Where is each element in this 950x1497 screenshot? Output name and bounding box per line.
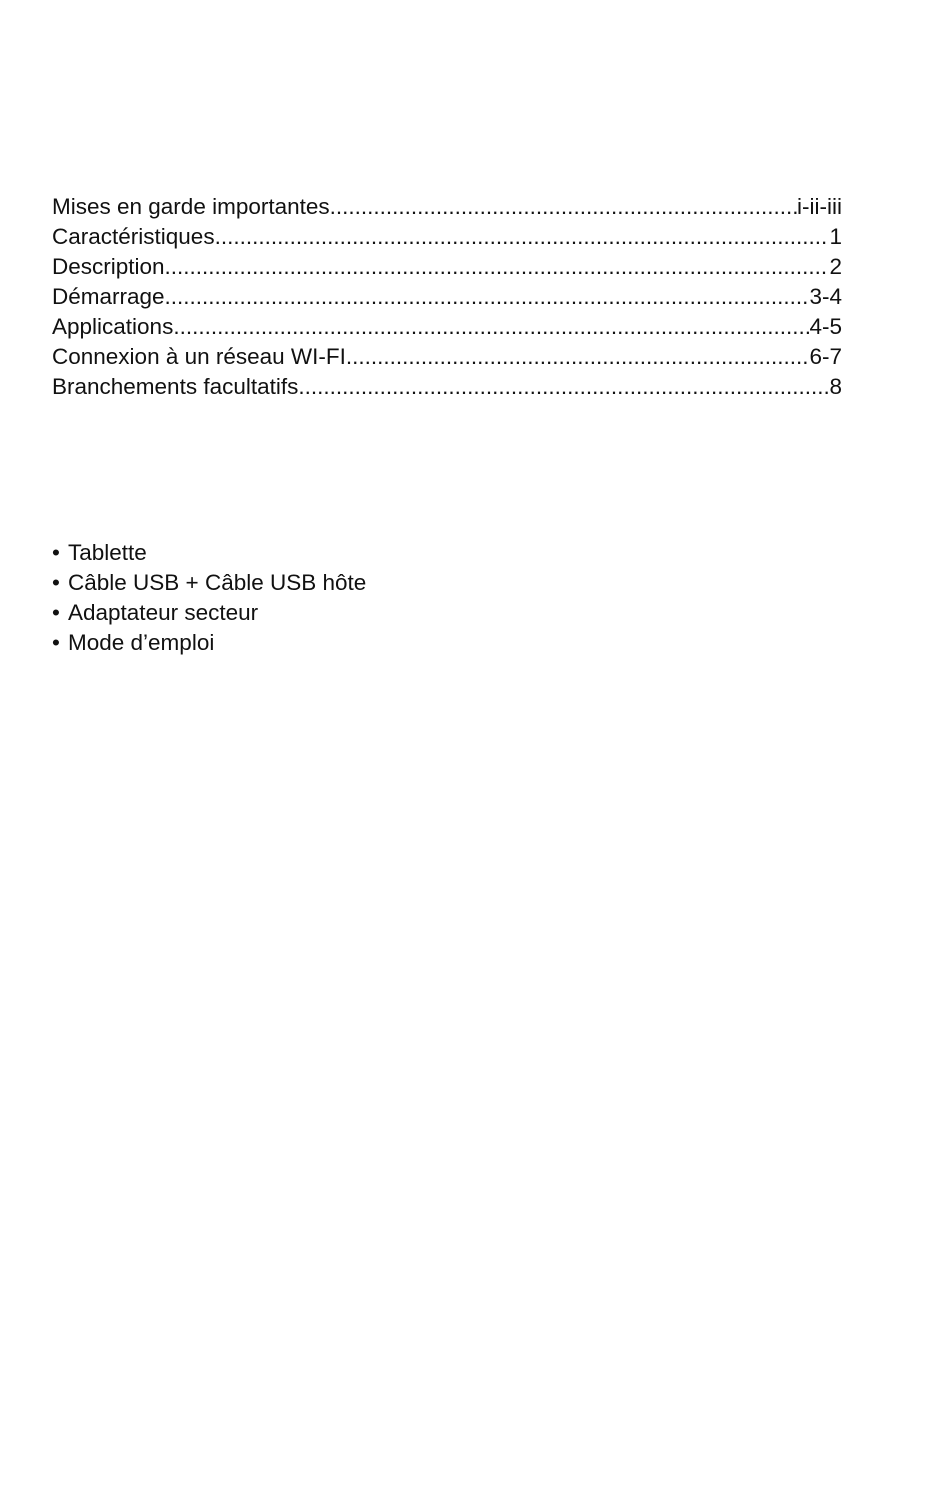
list-item-label: Adaptateur secteur xyxy=(68,600,259,625)
toc-entry-label: Description xyxy=(52,254,165,279)
toc-dot-leader xyxy=(330,192,797,222)
toc-entry-label: Démarrage xyxy=(52,284,165,309)
list-item xyxy=(52,538,366,568)
toc-entry-page: 6-7 xyxy=(809,344,842,369)
toc-dot-leader xyxy=(298,372,829,402)
toc-entry-label: Branchements facultatifs xyxy=(52,374,299,399)
toc-dot-leader xyxy=(173,312,809,342)
toc-entry-demarrage[interactable] xyxy=(52,282,842,312)
bullet-icon: • xyxy=(52,600,60,625)
toc-entry-page: 3-4 xyxy=(809,284,842,309)
list-item xyxy=(52,568,366,598)
toc-entry-label: Connexion à un réseau WI-FI xyxy=(52,344,346,369)
bullet-icon: • xyxy=(52,630,60,655)
toc-entry-mises-en-garde[interactable] xyxy=(52,192,842,222)
toc-dot-leader xyxy=(215,222,830,252)
toc-dot-leader xyxy=(346,342,810,372)
toc-dot-leader xyxy=(165,282,810,312)
package-contents-list xyxy=(52,538,366,658)
toc-entry-label: Mises en garde importantes xyxy=(52,194,330,219)
bullet-icon: • xyxy=(52,570,60,595)
toc-entry-description[interactable] xyxy=(52,252,842,282)
toc-entry-page: 8 xyxy=(829,374,842,399)
toc-entry-page: 4-5 xyxy=(809,314,842,339)
toc-entry-page: 2 xyxy=(829,254,842,279)
toc-entry-applications[interactable] xyxy=(52,312,842,342)
list-item-label: Mode d’emploi xyxy=(68,630,215,655)
toc-entry-wifi[interactable] xyxy=(52,342,842,372)
table-of-contents xyxy=(52,192,842,402)
toc-entry-page: i-ii-iii xyxy=(797,194,842,219)
toc-entry-branchements[interactable] xyxy=(52,372,842,402)
list-item-label: Câble USB + Câble USB hôte xyxy=(68,570,367,595)
toc-entry-caracteristiques[interactable] xyxy=(52,222,842,252)
toc-entry-label: Caractéristiques xyxy=(52,224,215,249)
list-item xyxy=(52,598,366,628)
list-item-label: Tablette xyxy=(68,540,147,565)
list-item xyxy=(52,628,366,658)
toc-entry-label: Applications xyxy=(52,314,174,339)
toc-entry-page: 1 xyxy=(829,224,842,249)
toc-dot-leader xyxy=(165,252,830,282)
bullet-icon: • xyxy=(52,540,60,565)
